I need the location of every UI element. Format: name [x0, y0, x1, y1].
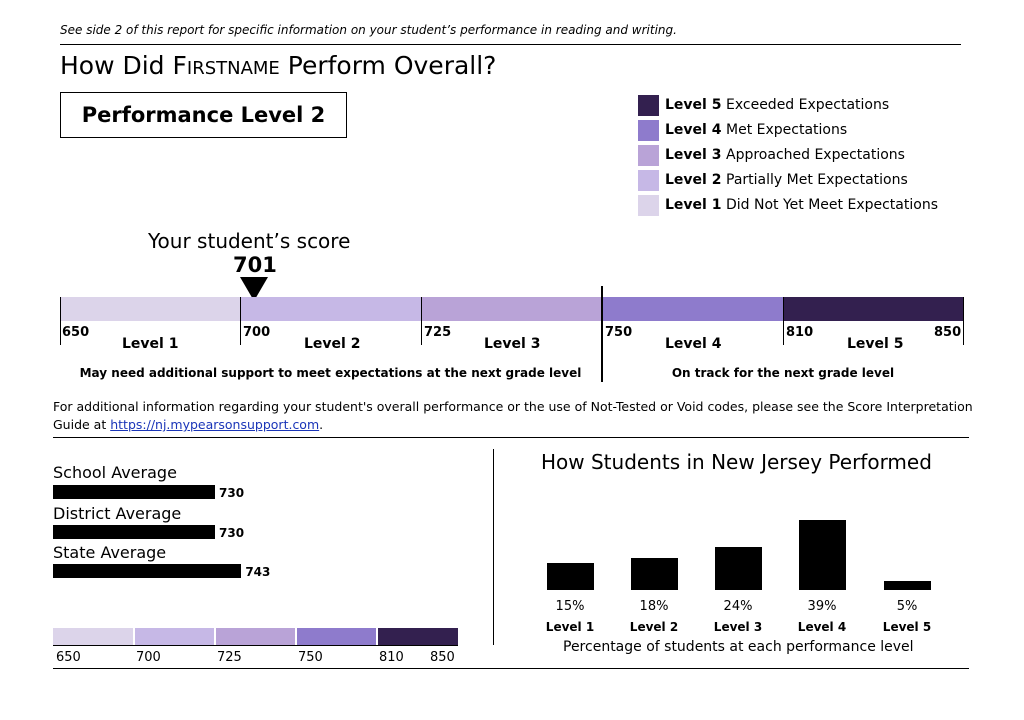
legend-item-level-1	[638, 195, 958, 216]
state-average-bar	[53, 564, 241, 578]
scale-segment-level-4	[602, 297, 783, 321]
title-prefix: How Did	[60, 51, 173, 80]
top-divider	[60, 44, 961, 45]
legend-swatch	[638, 170, 659, 191]
scale-segment-level-2	[240, 297, 421, 321]
legend-item-level-4	[638, 120, 958, 141]
scale-segment-level-3	[421, 297, 602, 321]
scale-level-label: Level 2	[304, 336, 361, 352]
nj-bar-value-label: 24%	[723, 599, 753, 614]
legend-description: Approached Expectations	[726, 147, 905, 163]
score-caption: Your student’s score	[148, 229, 351, 253]
mini-scale-label: 650	[56, 650, 81, 665]
legend-level: Level 4	[665, 122, 722, 138]
legend-level: Level 3	[665, 147, 722, 163]
nj-bar-5	[884, 581, 931, 590]
legend-item-level-3	[638, 145, 958, 166]
scale-level-label: Level 1	[122, 336, 179, 352]
legend-level: Level 5	[665, 97, 722, 113]
legend-description: Did Not Yet Meet Expectations	[726, 197, 938, 213]
nj-bar-2	[631, 558, 678, 590]
page-title	[60, 51, 496, 80]
scale-level-label: Level 3	[484, 336, 541, 352]
scale-tick	[240, 297, 241, 345]
info-end: .	[319, 417, 324, 432]
guidance-above: On track for the next grade level	[671, 366, 895, 380]
state-average-label: State Average	[53, 543, 167, 562]
nj-bar-category-label: Level 4	[797, 620, 847, 634]
scale-segment-level-5	[783, 297, 964, 321]
legend-swatch	[638, 120, 659, 141]
performance-level-text: Performance Level 2	[81, 103, 326, 127]
nj-chart-caption: Percentage of students at each performance level	[563, 639, 914, 655]
mini-scale-label: 810	[379, 650, 404, 665]
legend-level: Level 1	[665, 197, 722, 213]
scale-tick	[421, 297, 422, 345]
performance-level-box	[60, 92, 347, 138]
nj-bar-value-label: 5%	[896, 599, 918, 614]
section-divider	[53, 437, 969, 438]
title-suffix: Perform Overall?	[279, 51, 497, 80]
nj-bar-value-label: 18%	[639, 599, 669, 614]
scale-tick	[783, 297, 784, 345]
nj-bar-category-label: Level 5	[882, 620, 932, 634]
school-average-value: 730	[219, 486, 245, 500]
nj-bar-value-label: 39%	[807, 599, 837, 614]
state-average-value: 743	[245, 565, 271, 579]
intro-note: See side 2 of this report for specific information on your student’s performance in reading and writing.	[60, 23, 677, 37]
district-average-value: 730	[219, 526, 245, 540]
scale-segment-level-1	[60, 297, 240, 321]
scale-tick-label: 750	[605, 325, 633, 340]
legend-description: Exceeded Expectations	[726, 97, 890, 113]
legend-level: Level 2	[665, 172, 722, 188]
scale-tick-label: 650	[62, 325, 90, 340]
mini-scale-label: 750	[298, 650, 323, 665]
legend-item-level-5	[638, 95, 958, 116]
mini-scale-baseline	[53, 645, 458, 646]
scale-tick	[60, 297, 61, 345]
mini-scale-segment-level-1	[53, 628, 133, 646]
nj-bar-1	[547, 563, 594, 590]
school-average-bar	[53, 485, 215, 499]
nj-bar-4	[799, 520, 846, 590]
scale-tick-label: 810	[786, 325, 814, 340]
guidance-below: May need additional support to meet expectations at the next grade level	[79, 366, 582, 380]
nj-bar-category-label: Level 2	[629, 620, 679, 634]
scale-level-label: Level 4	[665, 336, 722, 352]
nj-chart-title: How Students in New Jersey Performed	[541, 450, 932, 474]
nj-bar-category-label: Level 1	[545, 620, 595, 634]
mini-scale-label: 725	[217, 650, 242, 665]
scale-tick	[963, 297, 964, 345]
legend-swatch	[638, 95, 659, 116]
student-name: Firstname	[172, 51, 280, 80]
school-average-label: School Average	[53, 463, 177, 482]
score-value: 701	[233, 253, 277, 277]
mini-scale-label: 850	[430, 650, 455, 665]
mini-scale-segment-level-3	[216, 628, 295, 646]
scale-tick-label: 850	[934, 325, 962, 340]
legend-item-level-2	[638, 170, 958, 191]
district-average-label: District Average	[53, 504, 182, 523]
scale-tick-label: 700	[243, 325, 271, 340]
info-text: For additional information regarding your student's overall performance or the use of Not-Tested or Void codes, please see the Score Interpretation Guide at	[53, 399, 973, 432]
nj-bar-value-label: 15%	[555, 599, 585, 614]
mini-scale-segment-level-5	[378, 628, 458, 646]
info-paragraph	[53, 398, 973, 434]
support-link[interactable]: https://nj.mypearsonsupport.com	[110, 417, 320, 432]
scale-level-label: Level 5	[847, 336, 904, 352]
mini-scale-segment-level-4	[297, 628, 376, 646]
nj-bar-category-label: Level 3	[713, 620, 763, 634]
legend-swatch	[638, 145, 659, 166]
legend-swatch	[638, 195, 659, 216]
district-average-bar	[53, 525, 215, 539]
legend-description: Partially Met Expectations	[726, 172, 908, 188]
legend-description: Met Expectations	[726, 122, 848, 138]
column-divider	[493, 449, 494, 645]
scale-tick-label: 725	[424, 325, 452, 340]
mini-scale-label: 700	[136, 650, 161, 665]
nj-bar-3	[715, 547, 762, 590]
bottom-divider	[53, 668, 969, 669]
mini-scale-segment-level-2	[135, 628, 214, 646]
